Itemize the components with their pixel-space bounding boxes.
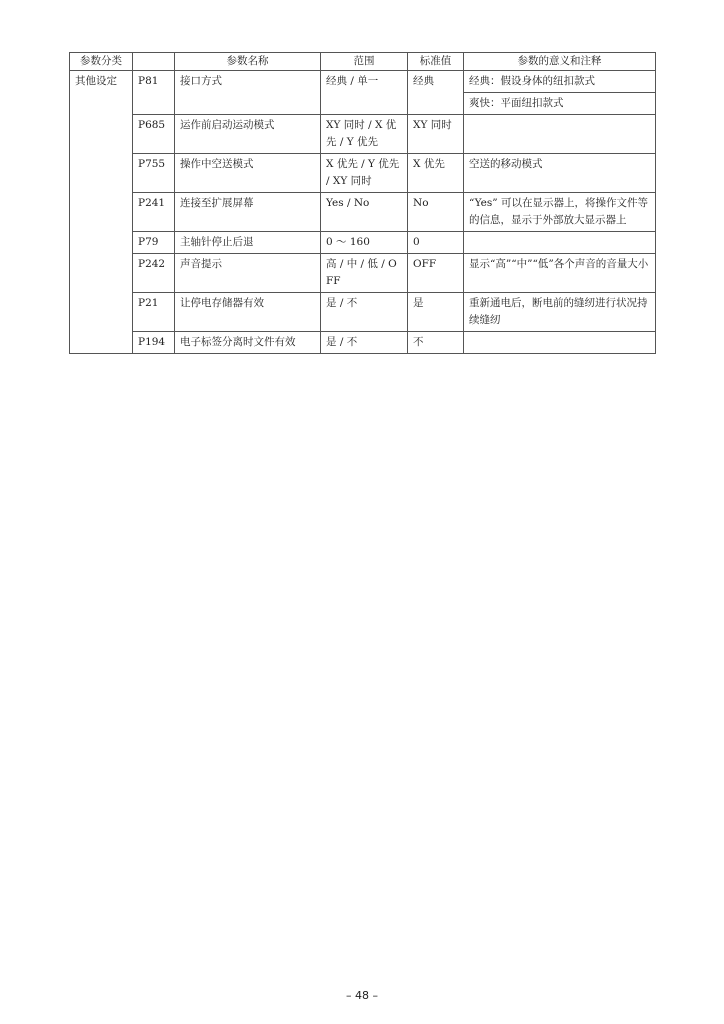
param-name: 运作前启动运动模式 — [175, 115, 321, 154]
param-name: 声音提示 — [175, 254, 321, 293]
param-meaning: 重新通电后，断电前的缝纫进行状况持续缝纫 — [464, 293, 656, 332]
param-meaning: 空送的移动模式 — [464, 154, 656, 193]
param-meaning: 爽快：平面纽扣款式 — [464, 93, 656, 115]
category-cell: 其他设定 — [70, 71, 133, 354]
param-meaning — [464, 332, 656, 354]
param-name: 让停电存储器有效 — [175, 293, 321, 332]
table-row — [70, 115, 656, 154]
page-number: – 48 – — [346, 989, 378, 1002]
param-range: XY 同时 / X 优先 / Y 优先 — [321, 115, 408, 154]
param-default: 经典 — [408, 71, 464, 115]
param-range: 是 / 不 — [321, 293, 408, 332]
param-code: P242 — [133, 254, 175, 293]
param-range: 0 ～ 160 — [321, 232, 408, 254]
param-name: 电子标签分离时文件有效 — [175, 332, 321, 354]
header-name: 参数名称 — [175, 53, 321, 71]
param-range: Yes / No — [321, 193, 408, 232]
param-code: P194 — [133, 332, 175, 354]
param-name: 主轴针停止后退 — [175, 232, 321, 254]
param-code: P79 — [133, 232, 175, 254]
param-name: 连接至扩展屏幕 — [175, 193, 321, 232]
table-header-row — [70, 53, 656, 71]
header-code — [133, 53, 175, 71]
param-meaning — [464, 115, 656, 154]
param-meaning: “Yes” 可以在显示器上，将操作文件等的信息，显示于外部放大显示器上 — [464, 193, 656, 232]
table-row — [70, 71, 656, 93]
table-row — [70, 154, 656, 193]
table-row — [70, 293, 656, 332]
param-default: XY 同时 — [408, 115, 464, 154]
table-row — [70, 332, 656, 354]
param-name: 接口方式 — [175, 71, 321, 115]
table-row — [70, 254, 656, 293]
param-default: 是 — [408, 293, 464, 332]
param-code: P21 — [133, 293, 175, 332]
param-default: OFF — [408, 254, 464, 293]
parameter-table — [69, 52, 656, 354]
param-range: 高 / 中 / 低 / OFF — [321, 254, 408, 293]
param-meaning: 经典：假设身体的纽扣款式 — [464, 71, 656, 93]
param-name: 操作中空送模式 — [175, 154, 321, 193]
param-meaning: 显示“高”“中”“低”各个声音的音量大小 — [464, 254, 656, 293]
param-range: X 优先 / Y 优先 / XY 同时 — [321, 154, 408, 193]
param-default: 0 — [408, 232, 464, 254]
header-meaning: 参数的意义和注释 — [464, 53, 656, 71]
param-default: 不 — [408, 332, 464, 354]
param-range: 经典 / 单一 — [321, 71, 408, 115]
table-row — [70, 232, 656, 254]
header-range: 范围 — [321, 53, 408, 71]
param-default: X 优先 — [408, 154, 464, 193]
param-code: P81 — [133, 71, 175, 115]
header-category: 参数分类 — [70, 53, 133, 71]
param-code: P755 — [133, 154, 175, 193]
header-default: 标准值 — [408, 53, 464, 71]
param-code: P241 — [133, 193, 175, 232]
table-row — [70, 193, 656, 232]
param-meaning — [464, 232, 656, 254]
param-code: P685 — [133, 115, 175, 154]
param-range: 是 / 不 — [321, 332, 408, 354]
param-default: No — [408, 193, 464, 232]
